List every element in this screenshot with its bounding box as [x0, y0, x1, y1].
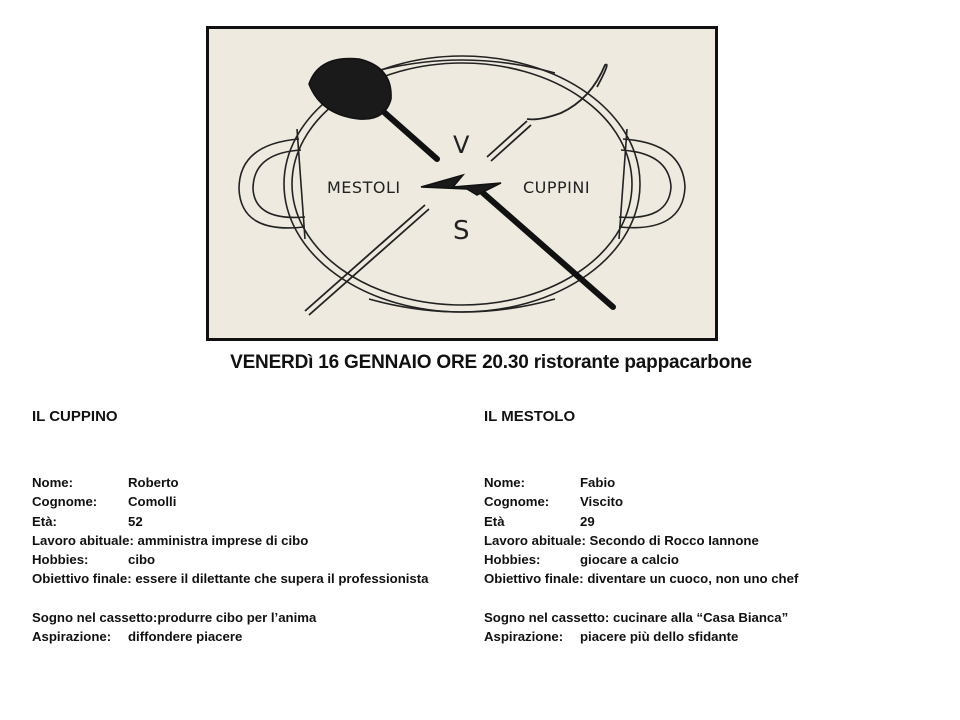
obiettivo-label: Obiettivo finale:	[484, 571, 584, 587]
mestoli-vs-cuppini-drawing	[209, 29, 715, 338]
logo-v-letter: V	[453, 131, 470, 159]
nome-value: Fabio	[580, 475, 616, 490]
eta-value: 29	[580, 513, 595, 529]
mestolo-cognome-row	[484, 492, 934, 511]
cuppino-lavoro-row	[32, 531, 472, 550]
mestolo-sogno-row	[484, 608, 934, 627]
hobbies-label: Hobbies:	[484, 552, 541, 568]
sogno-value: cucinare alla “Casa Bianca”	[612, 609, 789, 625]
cognome-label: Cognome:	[484, 494, 550, 510]
lavoro-label: Lavoro abituale:	[32, 532, 134, 548]
mestolo-nome-row	[484, 473, 934, 492]
hobbies-label: Hobbies:	[32, 552, 89, 568]
mestolo-heading: IL MESTOLO	[484, 408, 576, 425]
cuppino-eta-row	[32, 512, 472, 531]
lavoro-label: Lavoro abituale:	[484, 532, 586, 548]
eta-label: Età:	[32, 513, 57, 529]
nome-label: Nome:	[32, 475, 74, 490]
sogno-label: Sogno nel cassetto:	[484, 609, 610, 625]
aspirazione-label: Aspirazione:	[32, 629, 112, 645]
cuppino-obiettivo-row	[32, 569, 472, 588]
pot-outline	[239, 56, 685, 312]
aspirazione-label: Aspirazione:	[484, 629, 564, 645]
aspirazione-value: diffondere piacere	[128, 629, 243, 645]
nome-label: Nome:	[484, 475, 526, 490]
mestolo-aspirazione-row	[484, 627, 934, 646]
eta-label: Età	[484, 513, 505, 529]
cognome-value: Comolli	[128, 494, 177, 510]
sogno-label: Sogno nel cassetto:	[32, 609, 158, 625]
event-title: VENERDì 16 GENNAIO ORE 20.30 ristorante pappacarbone	[230, 352, 752, 373]
obiettivo-value: diventare un cuoco, non uno chef	[587, 571, 799, 587]
mestolo-lavoro-row	[484, 531, 934, 550]
logo-s-letter: S	[453, 216, 471, 246]
cuppino-nome-row	[32, 473, 472, 492]
cognome-value: Viscito	[580, 494, 624, 510]
mestolo-eta-row	[484, 512, 934, 531]
hobbies-value: cibo	[128, 552, 156, 568]
obiettivo-value: essere il dilettante che supera il professionista	[135, 571, 429, 587]
lavoro-value: Secondo di Rocco Iannone	[589, 532, 759, 548]
cuppino-aspirazione-row	[32, 627, 472, 646]
cuppino-cognome-row	[32, 492, 472, 511]
cuppino-heading: IL CUPPINO	[32, 408, 118, 425]
logo-left-word: MESTOLI	[327, 178, 401, 197]
mestolo-profile	[484, 408, 934, 646]
cuppino-sogno-row	[32, 608, 472, 627]
aspirazione-value: piacere più dello sfidante	[580, 629, 739, 645]
cuppino-profile	[32, 408, 472, 646]
lavoro-value: amministra imprese di cibo	[137, 532, 309, 548]
mestolo-hobbies-row	[484, 550, 934, 569]
obiettivo-label: Obiettivo finale:	[32, 571, 132, 587]
cognome-label: Cognome:	[32, 494, 98, 510]
logo-illustration	[206, 26, 718, 341]
cuppino-hobbies-row	[32, 550, 472, 569]
lightning-bolt-icon	[421, 175, 501, 195]
sogno-value: produrre cibo per l’anima	[157, 609, 317, 625]
eta-value: 52	[128, 513, 143, 529]
mestolo-obiettivo-row	[484, 569, 934, 588]
hobbies-value: giocare a calcio	[580, 552, 679, 568]
logo-right-word: CUPPINI	[523, 178, 591, 197]
nome-value: Roberto	[128, 475, 179, 490]
